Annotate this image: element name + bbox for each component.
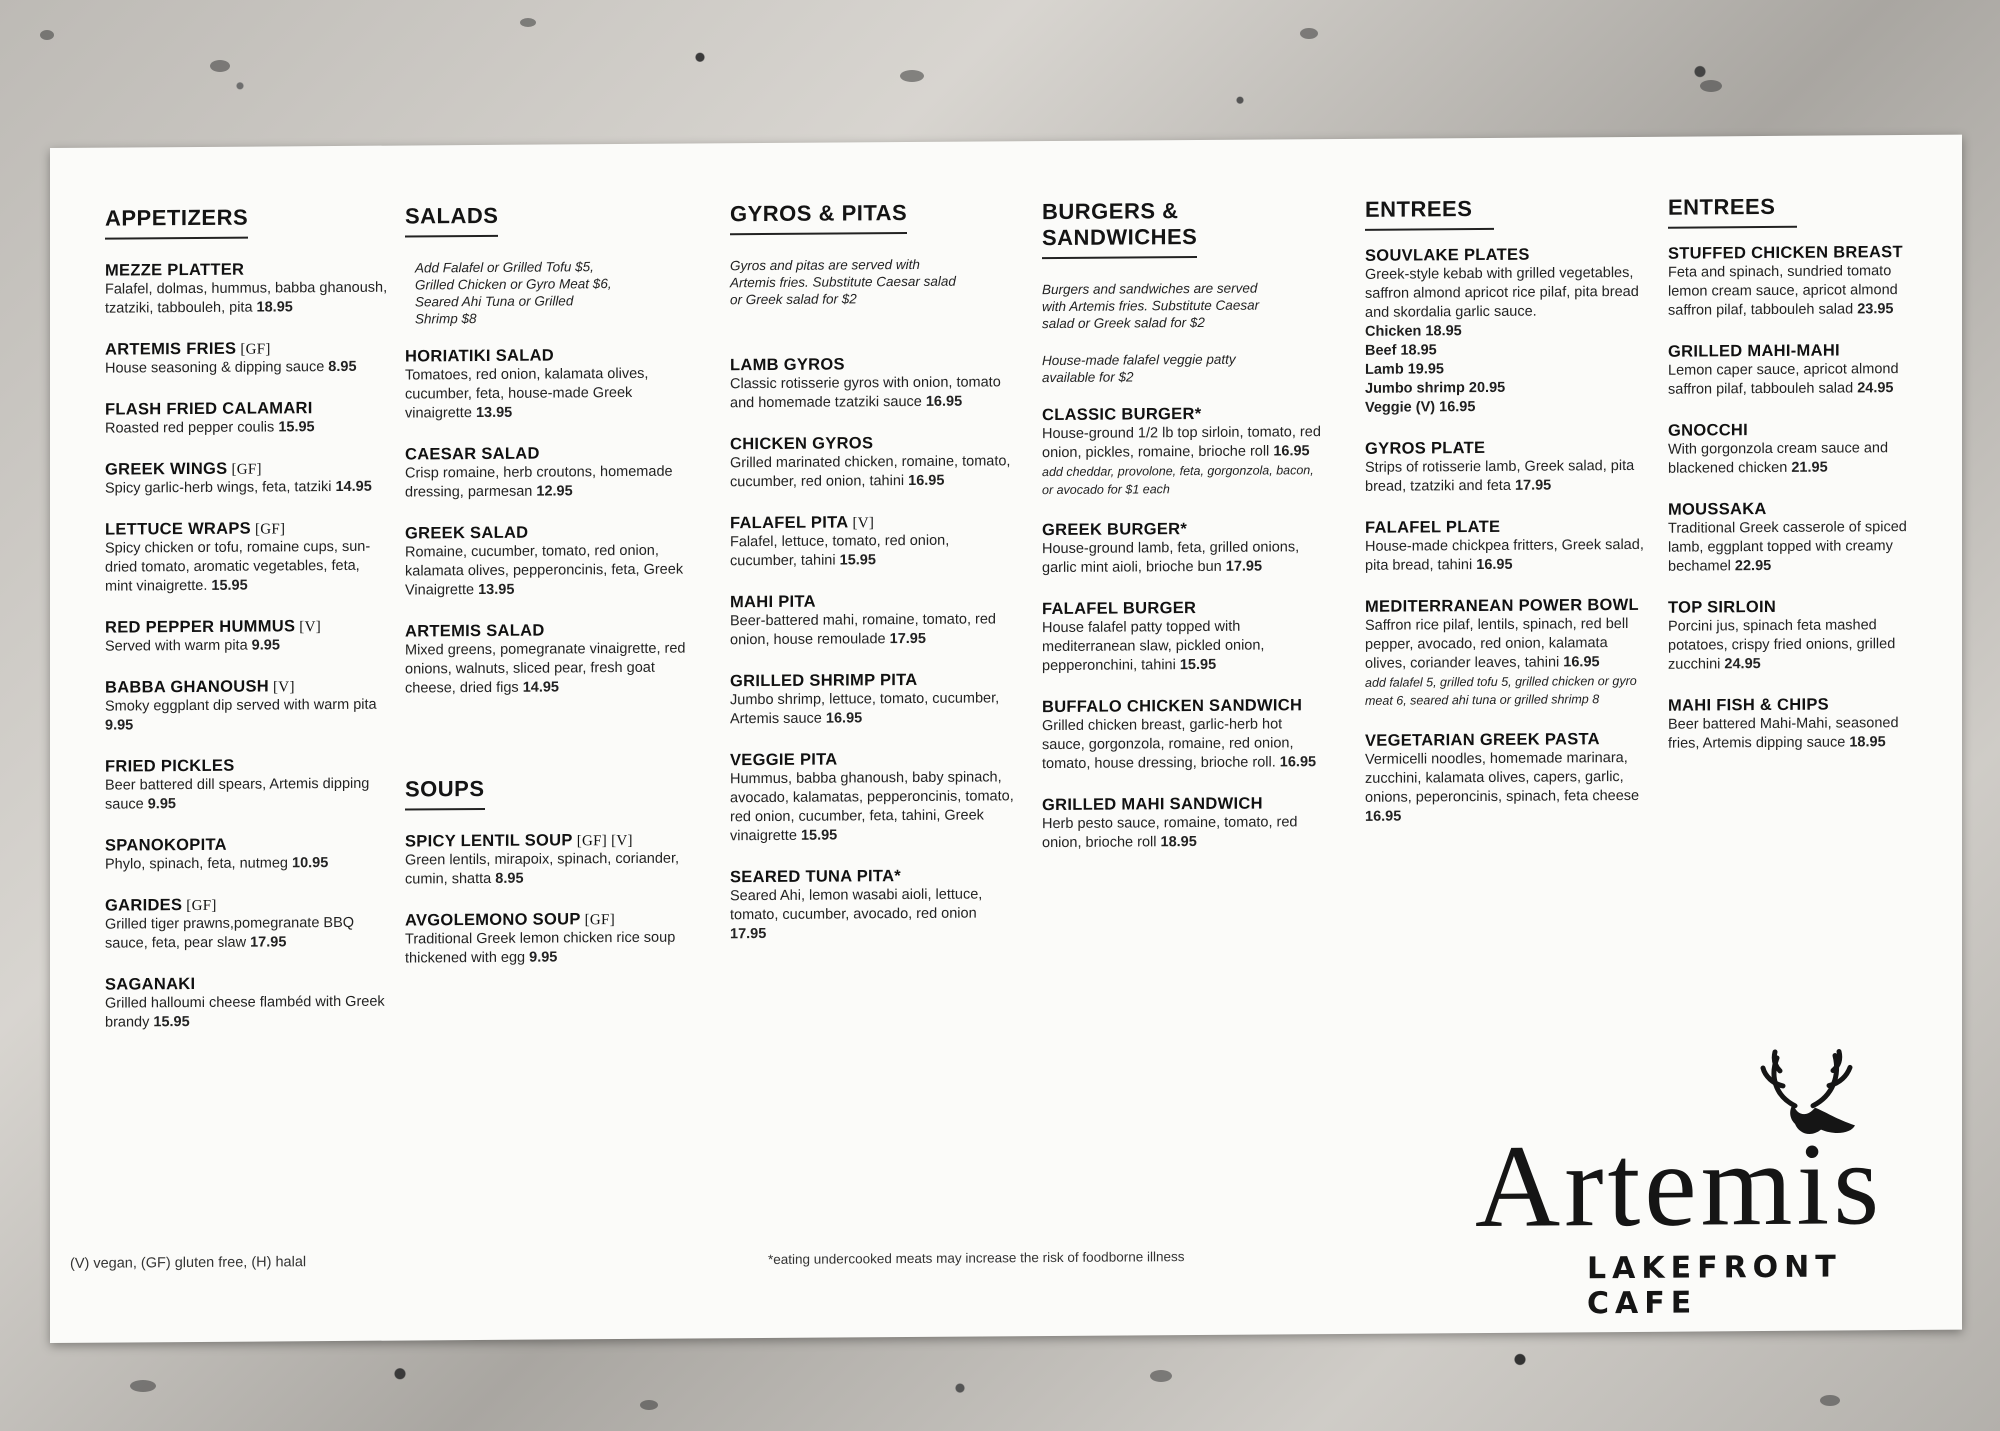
item-name [1365, 517, 1650, 538]
logo-subtitle: LAKEFRONT CAFE [1587, 1249, 1842, 1322]
item-name [730, 433, 1015, 454]
menu-item [730, 591, 1015, 650]
item-description [1668, 518, 1933, 577]
item-name-text: SPICY LENTIL SOUP [405, 831, 573, 851]
item-description [405, 542, 690, 601]
item-price: 16.95 [1476, 556, 1513, 574]
dietary-tag: [GF] [254, 521, 286, 538]
gyros-column [730, 199, 1015, 966]
menu-item [730, 749, 1015, 846]
item-name [1042, 519, 1327, 540]
item-description [405, 463, 690, 503]
item-desc-text: Strips of rotisserie lamb, Greek salad, pita bread, tzatziki and feta [1365, 457, 1635, 495]
entrees-title-2: ENTREES [1668, 194, 1797, 229]
item-price: 9.95 [529, 949, 558, 966]
granite-speck [1700, 80, 1722, 92]
item-name-text: AVGOLEMONO SOUP [405, 910, 581, 930]
granite-speck [1300, 28, 1318, 39]
item-description [1042, 617, 1327, 676]
item-description [1042, 715, 1327, 774]
item-name [105, 339, 390, 360]
menu-item [1668, 420, 1933, 479]
menu-item [1042, 519, 1327, 578]
item-description [730, 885, 1015, 944]
item-name [1668, 499, 1933, 520]
item-description [405, 850, 690, 890]
item-desc-text: Crisp romaine, herb croutons, homemade dressing, parmesan [405, 463, 673, 501]
item-name-text: TOP SIRLOIN [1668, 597, 1777, 617]
souvlake-option: Jumbo shrimp 20.95 [1365, 379, 1506, 397]
item-price: 17.95 [1225, 558, 1263, 575]
item-price: 18.95 [1849, 734, 1886, 751]
item-name-text: SEARED TUNA PITA* [730, 867, 902, 887]
item-description [1365, 749, 1650, 827]
item-price: 16.95 [825, 710, 863, 727]
item-price: 17.95 [889, 630, 926, 648]
souvlake-option: Lamb 19.95 [1365, 361, 1444, 378]
item-desc-text: Grilled marinated chicken, romaine, tomato, cucumber, red onion, tahini [730, 453, 1011, 491]
entrees-column-1 [1365, 195, 1650, 849]
item-desc-text: Beer-battered mahi, romaine, tomato, red onion, house remoulade [730, 611, 996, 649]
burgers-column [1042, 197, 1327, 875]
item-desc-text: Herb pesto sauce, romaine, tomato, red onion, brioche roll [1042, 814, 1298, 852]
item-desc-text: Feta and spinach, sundried tomato lemon cream sauce, apricot almond saffron pilaf, tabbouleh salad [1668, 263, 1898, 319]
item-price: 16.95 [1279, 754, 1317, 771]
item-description [105, 854, 390, 875]
dietary-tag: [GF] [V] [576, 832, 633, 850]
item-name-text: VEGETARIAN GREEK PASTA [1365, 730, 1600, 750]
item-name-text: LETTUCE WRAPS [105, 519, 251, 539]
granite-speck [130, 1380, 156, 1392]
item-name [1365, 730, 1650, 751]
item-name [1668, 243, 1933, 264]
item-desc-text: Seared Ahi, lemon wasabi aioli, lettuce, tomato, cucumber, avocado, red onion [730, 886, 983, 924]
item-name-text: MOUSSAKA [1668, 500, 1767, 519]
item-name-text: SAGANAKI [105, 974, 196, 994]
item-price: 16.95 [1563, 654, 1600, 671]
entrees1-list [1365, 438, 1650, 827]
item-description [1668, 262, 1933, 321]
item-price: 16.95 [908, 472, 945, 490]
item-desc-text: Mixed greens, pomegranate vinaigrette, red onions, walnuts, sliced pear, fresh goat cheese, dried figs [405, 640, 686, 697]
item-name-text: GARIDES [105, 896, 183, 915]
item-desc-text: Roasted red pepper coulis [105, 419, 275, 437]
menu-item [730, 512, 1015, 571]
item-description [1668, 714, 1933, 754]
item-name-text: ARTEMIS SALAD [405, 621, 545, 641]
item-name-text: MAHI PITA [730, 592, 816, 612]
item-price: 9.95 [251, 637, 280, 654]
granite-speck [1150, 1370, 1172, 1382]
item-name-text: GRILLED SHRIMP PITA [730, 670, 918, 691]
item-description [105, 538, 390, 597]
logo-wordmark: Artemis [1475, 1118, 1884, 1253]
souvlake-option: Beef 18.95 [1365, 342, 1437, 359]
item-desc-text: Grilled halloumi cheese flambéd with Greek brandy [105, 993, 385, 1031]
item-name [730, 866, 1015, 887]
menu-item [730, 354, 1015, 413]
item-price: 14.95 [522, 679, 559, 696]
item-name [105, 260, 390, 281]
menu-item [105, 835, 390, 875]
item-name [105, 974, 390, 995]
item-name-text: GNOCCHI [1668, 421, 1749, 440]
item-desc-text: Classic rotisserie gyros with onion, tomato and homemade tzatziki sauce [730, 374, 1001, 412]
item-desc-text: House-made chickpea fritters, Greek salad, pita bread, tahini [1365, 536, 1644, 574]
item-description [105, 914, 390, 954]
granite-speck [640, 1400, 658, 1410]
burgers-note-patty: House-made falafel veggie patty available for $2 [1042, 351, 1236, 386]
item-description [730, 373, 1015, 413]
item-name [105, 756, 390, 777]
item-price: 15.95 [278, 419, 315, 436]
item-name [1042, 696, 1327, 717]
item-name-text: BABBA GHANOUSH [105, 677, 270, 697]
item-name [405, 444, 690, 465]
item-price: 15.95 [153, 1014, 190, 1031]
food-safety-warning: *eating undercooked meats may increase the risk of foodborne illness [768, 1249, 1185, 1267]
item-name [405, 523, 690, 544]
menu-item [1365, 596, 1650, 710]
salads-column [405, 202, 690, 991]
item-price: 17.95 [250, 934, 287, 951]
item-name-text: SPANOKOPITA [105, 835, 227, 855]
granite-speck [520, 18, 536, 27]
menu-item [405, 346, 690, 424]
granite-speck [900, 70, 924, 82]
item-desc-text: With gorgonzola cream sauce and blackened chicken [1668, 440, 1889, 477]
item-desc-text: Saffron rice pilaf, lentils, spinach, red bell pepper, avocado, red onion, kalamata olives, coriander leaves, tahini [1365, 615, 1629, 672]
item-desc-text: Romaine, cucumber, tomato, red onion, kalamata olives, pepperoncinis, feta, Greek Vinaigrette [405, 542, 684, 599]
item-desc-text: Beer battered Mahi-Mahi, seasoned fries, Artemis dipping sauce [1668, 715, 1899, 752]
item-desc-text: Jumbo shrimp, lettuce, tomato, cucumber, Artemis sauce [730, 690, 1000, 728]
item-description [730, 689, 1015, 729]
menu-item [105, 756, 390, 815]
salads-note: Add Falafel or Grilled Tofu $5, Grilled Chicken or Gyro Meat $6, Seared Ahi Tuna or Grilled Shrimp $8 [415, 259, 612, 327]
salads-list [405, 346, 690, 699]
item-name-text: GREEK BURGER* [1042, 520, 1188, 540]
item-price: 24.95 [1724, 656, 1761, 673]
item-name-text: FLASH FRIED CALAMARI [105, 399, 313, 419]
entrees-column-2 [1668, 193, 1933, 776]
item-description [730, 610, 1015, 650]
item-desc-text: Green lentils, mirapoix, spinach, coriander, cumin, shatta [405, 850, 680, 888]
item-name [1668, 341, 1933, 362]
item-price: 14.95 [335, 478, 372, 496]
burgers-note: Burgers and sandwiches are served with Artemis fries. Substitute Caesar salad or Greek salad for $2 [1042, 280, 1260, 332]
item-name [730, 749, 1015, 770]
menu-item [105, 339, 390, 379]
menu-item [405, 523, 690, 601]
item-desc-text: Spicy chicken or tofu, romaine cups, sun-dried tomato, aromatic vegetables, feta, mint vinaigrette. [105, 538, 371, 595]
item-name-text: MAHI FISH & CHIPS [1668, 695, 1829, 715]
menu-item [1042, 794, 1327, 853]
item-price: 13.95 [478, 581, 515, 599]
appetizers-column [105, 204, 390, 1055]
item-desc-text: Traditional Greek lemon chicken rice soup thickened with egg [405, 929, 676, 967]
item-price: 17.95 [730, 925, 767, 943]
item-description [1365, 615, 1650, 674]
item-description [405, 929, 690, 969]
item-price: 18.95 [256, 299, 293, 316]
item-price: 22.95 [1734, 557, 1772, 575]
gyros-list [730, 354, 1015, 944]
item-name: SOUVLAKE PLATES [1365, 245, 1530, 265]
menu-item [1042, 696, 1327, 774]
item-addons: add cheddar, provolone, feta, gorgonzola, bacon, or avocado for $1 each [1042, 463, 1314, 498]
item-desc-text: Falafel, dolmas, hummus, babba ghanoush, tzatziki, tabbouleh, pita [105, 279, 388, 317]
item-price: 17.95 [1514, 477, 1552, 494]
item-description [730, 768, 1015, 846]
item-desc-text: House falafel patty topped with mediterranean slaw, pickled onion, pepperonchini, tahini [1042, 618, 1265, 675]
item-price: 13.95 [475, 404, 513, 422]
item-description [405, 640, 690, 699]
item-price: 21.95 [1791, 459, 1828, 476]
item-name-text: GRILLED MAHI-MAHI [1668, 341, 1840, 361]
item-name-text: GREEK SALAD [405, 523, 529, 543]
item-description [105, 418, 390, 439]
item-name-text: MEDITERRANEAN POWER BOWL [1365, 595, 1639, 616]
item-name-text: BUFFALO CHICKEN SANDWICH [1042, 696, 1303, 717]
item-description [105, 993, 390, 1033]
souvlake-option: Chicken 18.95 [1365, 323, 1462, 340]
gyros-title: GYROS & PITAS [730, 200, 907, 235]
item-addons: add falafel 5, grilled tofu 5, grilled chicken or gyro meat 6, seared ahi tuna or grilled shrimp 8 [1365, 673, 1637, 708]
item-description [405, 365, 690, 424]
item-name [405, 910, 690, 931]
item-desc-text: Falafel, lettuce, tomato, red onion, cucumber, tahini [730, 532, 950, 570]
item-name [105, 519, 390, 540]
item-desc-text: Grilled tiger prawns,pomegranate BBQ sauce, feta, pear slaw [105, 914, 355, 952]
item-name [730, 591, 1015, 612]
item-description [1365, 536, 1650, 576]
item-description [1668, 360, 1933, 400]
item-description [1042, 538, 1327, 578]
item-name [730, 512, 1015, 533]
item-description [105, 696, 390, 736]
item-price: 9.95 [105, 717, 134, 734]
dietary-legend: (V) vegan, (GF) gluten free, (H) halal [70, 1254, 307, 1272]
item-description [105, 775, 390, 815]
item-price: 15.95 [800, 827, 838, 844]
entrees-title-1: ENTREES [1365, 196, 1494, 231]
item-name [1365, 596, 1650, 617]
burgers-title-line2: SANDWICHES [1042, 223, 1198, 251]
item-description [1668, 439, 1933, 479]
menu-item [405, 444, 690, 503]
item-name-text: FALAFEL PITA [730, 513, 849, 533]
item-name-text: FRIED PICKLES [105, 756, 235, 776]
granite-speck [210, 60, 230, 72]
granite-speck [1820, 1395, 1840, 1406]
item-name-text: FALAFEL BURGER [1042, 598, 1197, 619]
souvlake-option: Veggie (V) 16.95 [1365, 399, 1476, 416]
item-desc-text: Traditional Greek casserole of spiced lamb, eggplant topped with creamy bechamel [1668, 519, 1907, 575]
item-name [1668, 597, 1933, 618]
item-name [105, 895, 390, 916]
menu-item [105, 459, 390, 499]
item-price: 9.95 [147, 796, 176, 813]
item-description [105, 636, 390, 657]
item-price: 16.95 [925, 393, 963, 410]
dietary-tag: [V] [273, 679, 295, 696]
menu-item [105, 519, 390, 597]
item-name [105, 835, 390, 856]
menu-item [730, 670, 1015, 729]
menu-item [105, 617, 390, 657]
menu-item [730, 433, 1015, 492]
item-desc-text: Smoky eggplant dip served with warm pita [105, 696, 377, 715]
burgers-title-line1: BURGERS & [1042, 198, 1179, 225]
menu-item [1042, 404, 1327, 499]
item-price: 15.95 [211, 577, 248, 594]
item-name [1668, 695, 1933, 716]
item-price: 8.95 [495, 870, 524, 887]
menu-item [1668, 499, 1933, 577]
gyros-note: Gyros and pitas are served with Artemis fries. Substitute Caesar salad or Greek salad for $2 [730, 256, 956, 308]
item-desc-text: House-ground 1/2 lb top sirloin, tomato, red onion, pickles, romaine, brioche roll [1042, 424, 1321, 462]
item-name [1365, 438, 1650, 459]
item-price: 15.95 [1179, 656, 1217, 674]
item-price: 16.95 [1273, 443, 1310, 460]
menu-item [1365, 438, 1650, 497]
artemis-logo [1455, 1045, 1945, 1322]
item-description [730, 452, 1015, 492]
burgers-list [1042, 404, 1327, 853]
item-name-text: GYROS PLATE [1365, 438, 1486, 458]
item-name-text: VEGGIE PITA [730, 750, 838, 770]
menu-item [105, 677, 390, 736]
item-name-text: GREEK WINGS [105, 459, 228, 479]
dietary-tag: [GF] [231, 461, 262, 478]
item-name-text: MEZZE PLATTER [105, 260, 245, 280]
item-name-text: CLASSIC BURGER* [1042, 404, 1202, 425]
item-name-text: FALAFEL PLATE [1365, 517, 1501, 537]
item-name-text: STUFFED CHICKEN BREAST [1668, 243, 1903, 263]
item-desc-text: Vermicelli noodles, homemade marinara, zucchini, kalamata olives, capers, garlic, onions, peperoncinis, spinach, feta cheese [1365, 749, 1640, 806]
entrees2-list [1668, 243, 1933, 754]
item-desc-text: Grilled chicken breast, garlic-herb hot sauce, gorgonzola, romaine, red onion, tomato, house dressing, brioche roll. [1042, 716, 1294, 773]
item-name-text: CHICKEN GYROS [730, 434, 874, 454]
item-price: 24.95 [1857, 380, 1894, 397]
menu-item [730, 866, 1015, 944]
menu-item-souvlake [1365, 245, 1650, 418]
item-name [105, 459, 390, 480]
menu-item [105, 260, 390, 319]
soups-list [405, 831, 690, 969]
item-name-text: HORIATIKI SALAD [405, 346, 555, 366]
dietary-tag: [V] [852, 515, 875, 532]
dietary-tag: [GF] [584, 912, 615, 929]
menu-item [1365, 517, 1650, 576]
item-desc-text: Beer battered dill spears, Artemis dipping sauce [105, 775, 370, 813]
item-description [105, 279, 390, 319]
item-description [1365, 457, 1650, 497]
item-name [105, 617, 390, 638]
item-desc-text: Lemon caper sauce, apricot almond saffron pilaf, tabbouleh salad [1668, 361, 1899, 398]
item-name [1042, 598, 1327, 619]
item-name [405, 831, 690, 852]
item-name-text: CAESAR SALAD [405, 444, 540, 464]
menu-item [1668, 695, 1933, 754]
item-price: 18.95 [1160, 833, 1197, 851]
item-description [1668, 616, 1933, 675]
item-name-text: ARTEMIS FRIES [105, 339, 237, 359]
item-name-text: RED PEPPER HUMMUS [105, 617, 296, 637]
item-name [1042, 404, 1327, 425]
item-description [1042, 813, 1327, 853]
appetizers-title: APPETIZERS [105, 205, 248, 240]
item-desc-text: Tomatoes, red onion, kalamata olives, cucumber, feta, house-made Greek vinaigrette [405, 365, 649, 422]
salads-title: SALADS [405, 203, 498, 238]
item-name-text: GRILLED MAHI SANDWICH [1042, 794, 1263, 815]
item-name [105, 677, 390, 698]
item-price: 12.95 [536, 483, 573, 500]
menu-item [105, 895, 390, 954]
item-price: 8.95 [328, 358, 357, 376]
menu-item [405, 910, 690, 969]
granite-speck [40, 30, 54, 40]
souvlake-options [1365, 321, 1650, 418]
item-desc-text: House-ground lamb, feta, grilled onions, garlic mint aioli, brioche bun [1042, 539, 1300, 577]
dietary-tag: [V] [299, 619, 322, 636]
item-description [730, 531, 1015, 571]
menu-item [1365, 730, 1650, 827]
item-desc: Greek-style kebab with grilled vegetables, saffron almond apricot rice pilaf, pita bread and skordalia garlic sauce. [1365, 264, 1639, 321]
item-price: 23.95 [1857, 301, 1894, 318]
item-price: 16.95 [1365, 808, 1402, 825]
item-name [1668, 420, 1933, 441]
dietary-tag: [GF] [186, 897, 217, 915]
menu-item [1042, 598, 1327, 676]
dietary-tag: [GF] [240, 341, 271, 358]
item-name [1042, 794, 1327, 815]
appetizers-list [105, 260, 390, 1033]
menu-item [1668, 341, 1933, 400]
item-desc-text: Hummus, babba ghanoush, baby spinach, avocado, kalamatas, pepperoncinis, tomato, red onion, cucumber, feta, tahini, Greek vinaigrette [730, 769, 1014, 845]
item-name [105, 399, 390, 420]
soups-title: SOUPS [405, 776, 485, 811]
item-name [730, 670, 1015, 691]
menu-card [50, 135, 1962, 1343]
item-desc-text: Porcini jus, spinach feta mashed potatoes, crispy fried onions, grilled zucchini [1668, 617, 1896, 673]
item-desc-text: Spicy garlic-herb wings, feta, tatziki [105, 479, 332, 497]
menu-item [405, 621, 690, 699]
item-desc-text: Phylo, spinach, feta, nutmeg [105, 855, 288, 873]
item-name [405, 621, 690, 642]
item-description [1042, 423, 1327, 463]
item-name-text: LAMB GYROS [730, 355, 845, 375]
menu-item [105, 399, 390, 439]
item-name [730, 354, 1015, 375]
menu-item [1668, 243, 1933, 321]
item-price: 15.95 [839, 552, 876, 569]
item-desc-text: House seasoning & dipping sauce [105, 359, 325, 377]
item-description [105, 478, 390, 499]
burgers-title [1042, 198, 1197, 259]
item-desc-text: Served with warm pita [105, 637, 248, 655]
item-price: 10.95 [292, 855, 329, 872]
item-description [105, 358, 390, 379]
menu-item [1668, 597, 1933, 675]
item-name [405, 346, 690, 367]
menu-item [105, 974, 390, 1033]
menu-item [405, 831, 690, 890]
